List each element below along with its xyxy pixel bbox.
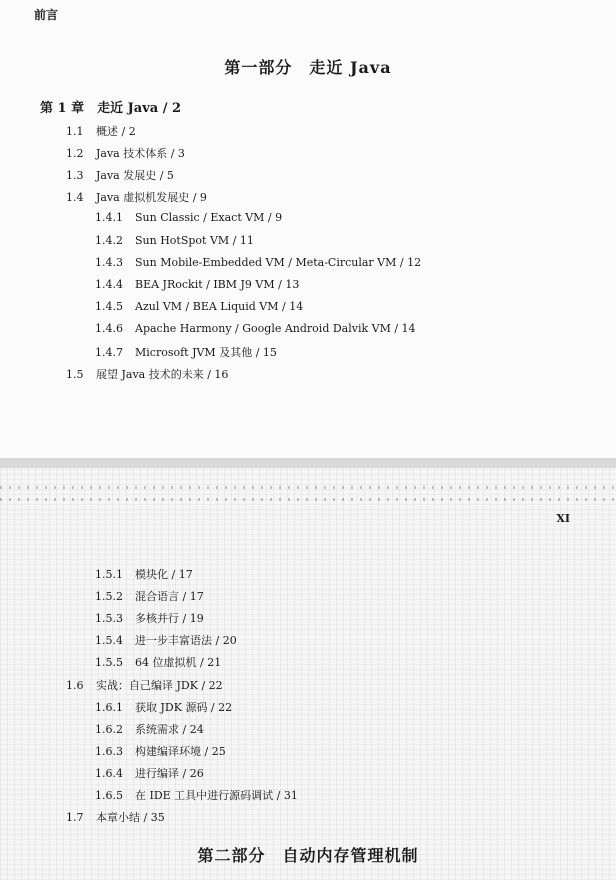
toc-entry-number: 1.3 (66, 169, 84, 183)
header-label: 前言 (34, 8, 59, 22)
toc-entry-number: 1.6.4 (95, 766, 123, 780)
page-bottom (0, 468, 616, 880)
toc-entry (66, 145, 185, 161)
part-title: 第一部分 走近 Java (224, 58, 392, 77)
toc-entry-text: 构建编译环境 / 25 (135, 744, 226, 758)
toc-entry-text: Sun HotSpot VM / 11 (135, 233, 254, 247)
toc-entry-text: Sun Mobile-Embedded VM / Meta-Circular VM / 12 (135, 255, 422, 269)
toc-entry-number: 1.5.5 (95, 656, 123, 670)
part-title: 第二部分 自动内存管理机制 (197, 846, 419, 865)
toc-entry (66, 189, 207, 205)
toc-entry (95, 721, 204, 737)
toc-entry-number: 1.5 (66, 368, 84, 382)
toc-entry (95, 765, 204, 781)
toc-entry-text: Java 虚拟机发展史 / 9 (96, 191, 207, 205)
toc-entry (95, 632, 237, 648)
page-divider (0, 458, 616, 468)
toc-entry-number: 1.4.7 (95, 346, 123, 359)
toc-entry-number: 1.4.1 (95, 211, 123, 225)
toc-entry (66, 167, 174, 183)
toc-entry-number: 1.5.1 (95, 568, 123, 581)
toc-entry (95, 654, 221, 670)
toc-entry-number: 1.5.4 (95, 634, 123, 648)
toc-entry-text: Java 发展史 / 5 (96, 169, 174, 183)
toc-entry (95, 256, 421, 269)
toc-entry (95, 743, 226, 759)
scan-noise (0, 486, 616, 489)
scan-noise (0, 498, 616, 501)
toc-entry-text: Azul VM / BEA Liquid VM / 14 (135, 299, 304, 313)
toc-entry-text: 展望 Java 技术的未来 / 16 (96, 368, 229, 382)
toc-entry-number: 1.7 (66, 811, 84, 825)
toc-entry (95, 234, 254, 247)
toc-entry-text: 实战：自己编译 JDK / 22 (96, 678, 223, 692)
toc-entry (66, 123, 136, 139)
page-number: XI (556, 512, 570, 525)
toc-entry-number: 1.2 (66, 147, 84, 161)
toc-entry-number: 1.4 (66, 191, 84, 205)
toc-entry-number: 1.4.5 (95, 299, 123, 313)
toc-entry-text: 获取 JDK 源码 / 22 (135, 700, 233, 714)
toc-entry (95, 699, 232, 715)
toc-entry-number: 1.4.3 (95, 255, 123, 269)
toc-entry (95, 211, 282, 224)
toc-entry-number: 1.4.2 (95, 233, 123, 247)
toc-entry (66, 366, 228, 382)
toc-entry (95, 787, 298, 803)
toc-entry (95, 610, 204, 626)
toc-entry-text: 进一步丰富语法 / 20 (135, 634, 237, 648)
toc-entry-number: 1.1 (66, 125, 84, 138)
toc-entry-number: 1.6 (66, 678, 84, 692)
toc-entry-text: 多核并行 / 19 (135, 612, 204, 626)
toc-entry-number: 1.5.2 (95, 590, 123, 604)
toc-entry-text: 混合语言 / 17 (135, 590, 204, 604)
chapter-heading: 第 1 章 走近 Java / 2 (40, 101, 182, 116)
toc-entry-text: 在 IDE 工具中进行源码调试 / 31 (135, 789, 298, 802)
toc-entry-text: BEA JRockit / IBM J9 VM / 13 (135, 277, 300, 291)
toc-entry-number: 1.4.6 (95, 321, 123, 335)
toc-entry-text: Apache Harmony / Google Android Dalvik VM / 14 (135, 321, 416, 335)
toc-entry (95, 278, 299, 291)
toc-entry-number: 1.4.4 (95, 277, 123, 291)
toc-entry-text: 系统需求 / 24 (135, 722, 204, 736)
toc-entry-number: 1.5.3 (95, 612, 123, 626)
toc-entry-number: 1.6.3 (95, 744, 123, 758)
toc-entry-text: 本章小结 / 35 (96, 811, 165, 825)
toc-entry-number: 1.6.2 (95, 722, 123, 736)
toc-entry-number: 1.6.1 (95, 700, 123, 714)
toc-entry (95, 588, 204, 604)
toc-entry (66, 677, 223, 693)
toc-entry-text: 进行编译 / 26 (135, 766, 204, 780)
toc-entry-text: 概述 / 2 (96, 125, 136, 138)
toc-entry-text: Microsoft JVM 及其他 / 15 (135, 346, 277, 359)
toc-entry-text: Java 技术体系 / 3 (96, 147, 185, 161)
toc-entry-number: 1.6.5 (95, 789, 123, 802)
toc-entry (66, 809, 165, 825)
toc-entry-text: 64 位虚拟机 / 21 (135, 656, 222, 670)
toc-entry-text: Sun Classic / Exact VM / 9 (135, 211, 283, 225)
toc-entry (95, 344, 277, 360)
toc-entry (95, 322, 416, 335)
toc-entry-text: 模块化 / 17 (135, 568, 193, 581)
toc-entry (95, 300, 303, 313)
toc-entry (95, 566, 193, 582)
